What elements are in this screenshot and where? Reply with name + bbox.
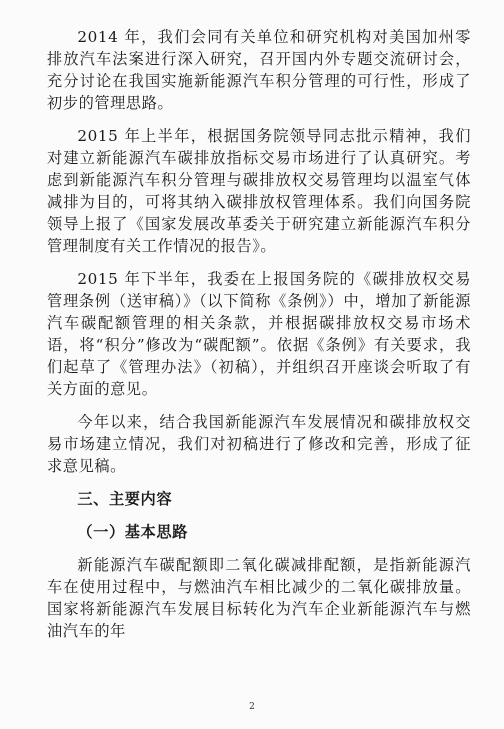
paragraph-2014: 2014 年，我们会同有关单位和研究机构对美国加州零排放汽车法案进行深入研究，召开国内外专题交流研讨会，充分讨论在我国实施新能源汽车积分管理的可行性，形成了初步的管理思路。 [47,28,471,112]
paragraph-this-year: 今年以来，结合我国新能源汽车发展情况和碳排放权交易市场建立情况，我们对初稿进行了修改和完善，形成了征求意见稿。 [47,413,471,475]
subsection-heading: （一）基本思路 [77,523,188,541]
paragraph-2015-second-half: 2015 年下半年，我委在上报国务院的《碳排放权交易管理条例（送审稿）》（以下简称《条例》）中，增加了新能源汽车碳配额管理的相关条款，并根据碳排放权交易市场术语，将“积分”修改为“碳配额”。依据《条例》有关要求，我们起草了《管理办法》（初稿），并组织召开座谈会听取了有关方面的意见。 [47,270,471,398]
paragraph-2015-first-half: 2015 年上半年，根据国务院领导同志批示精神，我们对建立新能源汽车碳排放指标交易市场进行了认真研究。考虑到新能源汽车积分管理与碳排放权交易管理均以温室气体减排为目的，可将其纳入碳排放权管理体系。我们向国务院领导上报了《国家发展改革委关于研究建立新能源汽车积分管理制度有关工作情况的报告》。 [47,127,471,255]
page-number: 2 [249,702,255,712]
document-body [47,26,471,653]
paragraph-basic-approach: 新能源汽车碳配额即二氧化碳减排配额，是指新能源汽车在使用过程中，与燃油汽车相比减少的二氧化碳排放量。国家将新能源汽车发展目标转化为汽车企业新能源汽车与燃油汽车的年 [47,556,471,640]
section-heading: 三、主要内容 [77,490,173,508]
